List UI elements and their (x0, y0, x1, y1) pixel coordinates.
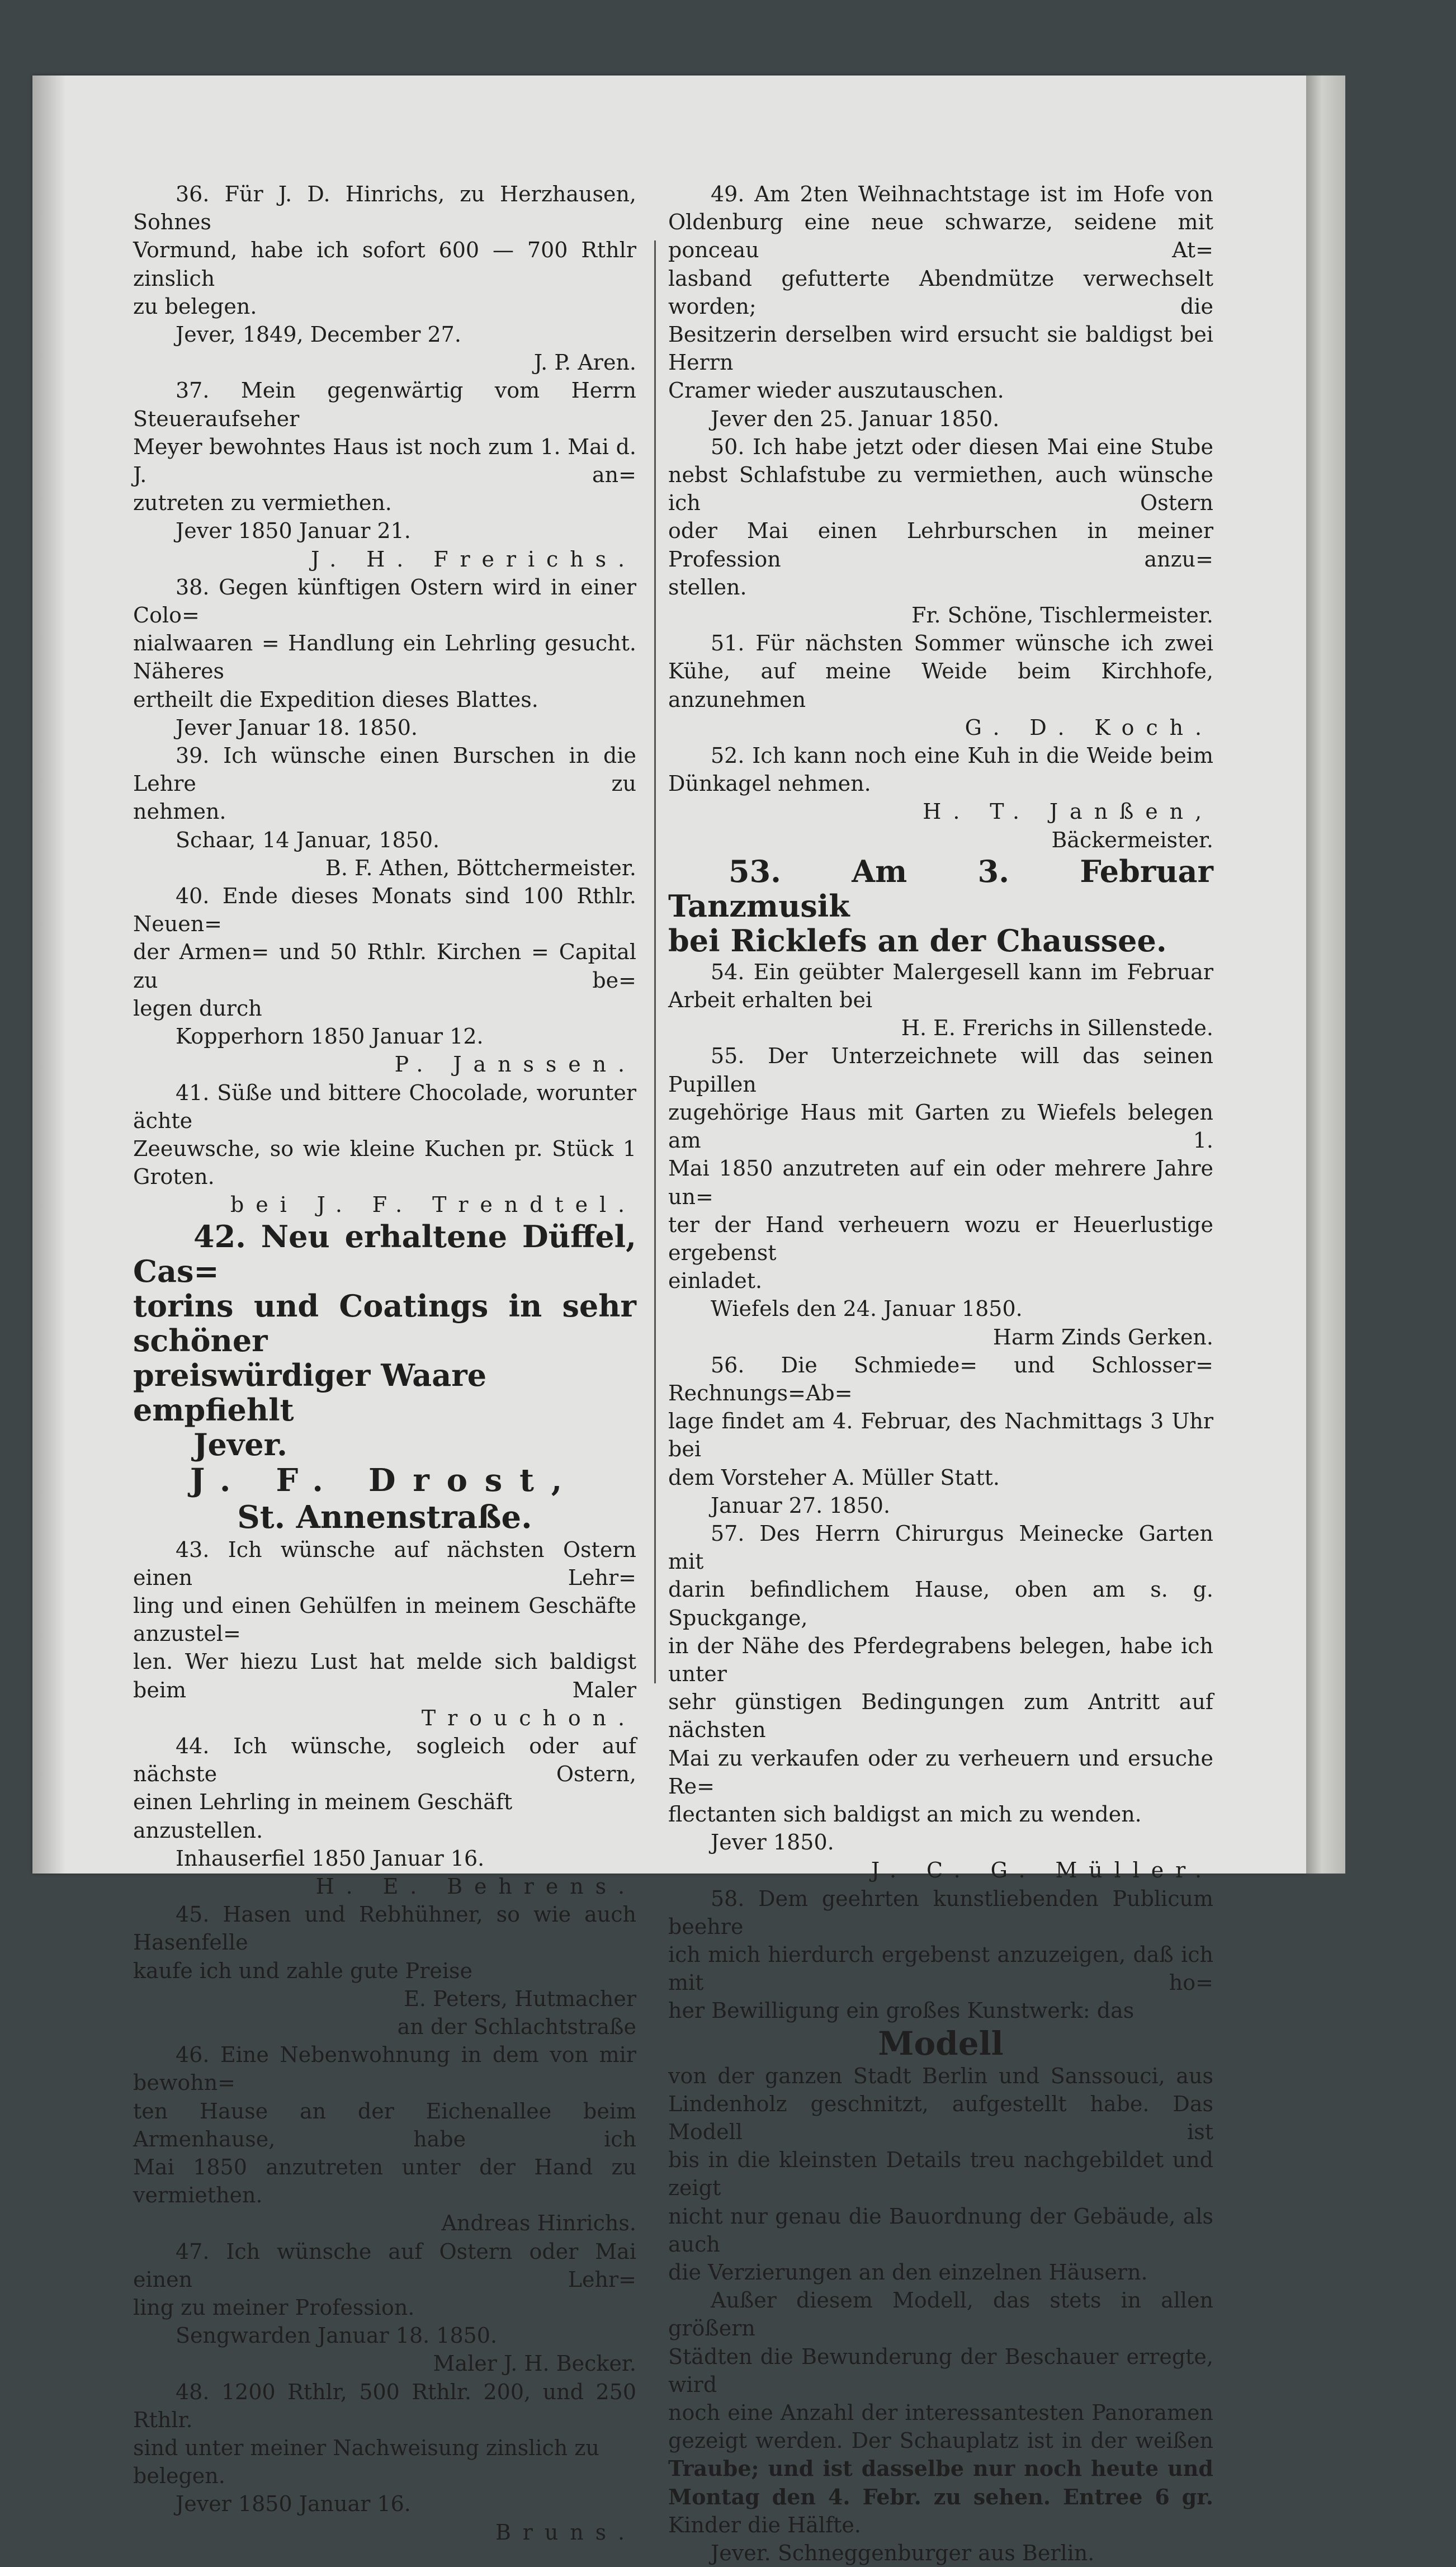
text-line: sind unter meiner Nachweisung zinslich zu belegen. (133, 2436, 599, 2489)
text-line: Jever 1850 Januar 21. (176, 518, 411, 544)
text-line: 43. Ich wünsche auf nächsten Ostern einen Lehr= (133, 1537, 636, 1590)
text-line: kaufe ich und zahle gute Preise (133, 1958, 472, 1983)
text-line: ling und einen Gehülfen in meinem Geschäfte anzustel= (133, 1593, 636, 1646)
text-line: noch eine Anzahl der interessantesten Panoramen (668, 2400, 1213, 2426)
text-line: Jever 1850. (711, 1830, 834, 1855)
text-line: 46. Eine Nebenwohnung in dem von mir bewohn= (133, 2042, 636, 2096)
text-line: die Verzierungen an den einzelnen Häusern. (668, 2260, 1148, 2285)
text-line: Mai 1850 anzutreten auf ein oder mehrere Jahre un= (668, 1156, 1213, 1209)
text-line: Montag den 4. Febr. zu sehen. Entree 6 gr. (668, 2484, 1213, 2509)
text-line: 51. Für nächsten Sommer wünsche ich zwei (711, 631, 1213, 656)
text-line: Jever Januar 18. 1850. (176, 715, 418, 740)
text-line: 48. 1200 Rthlr, 500 Rthlr. 200, und 250 Rthlr. (133, 2379, 636, 2432)
text-line: P. Janssen. (394, 1052, 636, 1077)
text-line: 38. Gegen künftigen Ostern wird in einer Colo= (133, 574, 636, 628)
text-line: 40. Ende dieses Monats sind 100 Rthlr. Neuen= (133, 884, 636, 937)
text-line: bei J. F. Trendtel. (230, 1192, 636, 1218)
text-line: 56. Die Schmiede= und Schlosser= Rechnungs=Ab= (668, 1352, 1213, 1405)
text-line: J. P. Aren. (533, 350, 636, 375)
text-line: stellen. (668, 574, 747, 600)
text-line: 57. Des Herrn Chirurgus Meinecke Garten mit (668, 1521, 1213, 1574)
text-line: 54. Ein geübter Malergesell kann im Februar (711, 959, 1213, 984)
text-line: 45. Hasen und Rebhühner, so wie auch Hasenfelle (133, 1902, 636, 1955)
text-line: Lindenholz geschnitzt, aufgestellt habe. Das Modell ist (668, 2091, 1213, 2144)
text-line: lage findet am 4. Februar, des Nachmittags 3 Uhr bei (668, 1409, 1213, 1462)
text-line: Jever. (193, 1426, 287, 1462)
text-line: ter der Hand verheuern wozu er Heuerlustige ergebenst (668, 1212, 1213, 1265)
text-line: Arbeit erhalten bei (668, 988, 873, 1013)
text-line: nebst Schlafstube zu vermiethen, auch wünsche ich Ostern (668, 463, 1213, 516)
text-line: Trouchon. (421, 1705, 636, 1730)
text-line: Andreas Hinrichs. (441, 2211, 636, 2236)
text-line: in der Nähe des Pferdegrabens belegen, habe ich unter (668, 1633, 1213, 1686)
text-line: Dünkagel nehmen. (668, 771, 871, 796)
text-line: lasband gefutterte Abendmütze verwechselt worden; die (668, 266, 1213, 319)
text-line: Mai 1850 anzutreten unter der Hand zu vermiethen. (133, 2154, 636, 2208)
text-line: legen durch (133, 995, 262, 1021)
text-line: Jever den 25. Januar 1850. (711, 406, 1000, 431)
text-line: St. Annenstraße. (237, 1498, 532, 1536)
text-line: Inhauserfiel 1850 Januar 16. (176, 1846, 485, 1871)
text-line: Cramer wieder auszutauschen. (668, 378, 1004, 403)
text-line: H. E. Frerichs in Sillenstede. (901, 1016, 1213, 1041)
left-column (133, 180, 636, 2546)
text-line: len. Wer hiezu Lust hat melde sich baldigst beim Maler (133, 1649, 636, 1702)
text-line: ling zu meiner Profession. (133, 2295, 415, 2320)
text-line: dem Vorsteher A. Müller Statt. (668, 1465, 1000, 1490)
text-line: Kinder die Hälfte. (668, 2512, 861, 2537)
text-line: darin befindlichem Hause, oben am s. g. Spuckgange, (668, 1577, 1213, 1630)
text-line: J. H. Frerichs. (311, 546, 636, 572)
text-line: G. D. Koch. (965, 715, 1213, 740)
text-line: Jever. Schneggenburger aus Berlin. (711, 2541, 1095, 2566)
text-line: 41. Süße und bittere Chocolade, worunter ächte (133, 1080, 636, 1133)
text-line: Schaar, 14 Januar, 1850. (176, 827, 440, 852)
text-line: 58. Dem geehrten kunstliebenden Publicum beehre (668, 1886, 1213, 1939)
text-line: zugehörige Haus mit Garten zu Wiefels belegen am 1. (668, 1100, 1213, 1153)
text-line: Vormund, habe ich sofort 600 — 700 Rthlr zinslich (133, 238, 636, 291)
text-line: der Armen= und 50 Rthlr. Kirchen = Capital zu be= (133, 940, 636, 993)
text-line: 55. Der Unterzeichnete will das seinen Pupillen (668, 1044, 1213, 1097)
text-line: Januar 27. 1850. (711, 1493, 891, 1518)
text-line: Traube; und ist dasselbe nur noch heute und (668, 2456, 1213, 2481)
column-divider (654, 240, 656, 1683)
text-line: Besitzerin derselben wird ersucht sie baldigst bei Herrn (668, 322, 1213, 375)
text-line: Zeeuwsche, so wie kleine Kuchen pr. Stück 1 Groten. (133, 1136, 636, 1190)
text-line: torins und Coatings in sehr schöner (133, 1287, 636, 1358)
text-line: bei Ricklefs an der Chaussee. (668, 922, 1167, 959)
text-line: Außer diesem Modell, das stets in allen größern (668, 2288, 1213, 2341)
text-line: Städten die Bewunderung der Beschauer erregte, wird (668, 2344, 1213, 2397)
text-line: 36. Für J. D. Hinrichs, zu Herzhausen, Sohnes (133, 182, 636, 235)
text-line: H. E. Behrens. (315, 1874, 636, 1899)
text-line: J. C. G. Müller. (871, 1858, 1213, 1883)
text-line: bis in die kleinsten Details treu nachgebildet und zeigt (668, 2148, 1213, 2201)
text-line: Bruns. (495, 2519, 636, 2545)
text-line: einen Lehrling in meinem Geschäft anzustellen. (133, 1790, 513, 1843)
text-line: Modell (878, 2024, 1004, 2063)
text-line: 42. Neu erhaltene Düffel, Cas= (133, 1218, 636, 1289)
text-line: 53. Am 3. Februar Tanzmusik (668, 853, 1213, 924)
text-line: zu belegen. (133, 294, 257, 319)
text-line: sehr günstigen Bedingungen zum Antritt auf nächsten (668, 1690, 1213, 1743)
text-line: an der Schlachtstraße (397, 2014, 636, 2039)
text-line: Oldenburg eine neue schwarze, seidene mit ponceau At= (668, 210, 1213, 263)
text-line: ten Hause an der Eichenallee beim Armenhause, habe ich (133, 2098, 636, 2151)
text-line: her Bewilligung ein großes Kunstwerk: das (668, 1998, 1134, 2023)
text-line: flectanten sich baldigst an mich zu wenden. (668, 1801, 1142, 1827)
text-line: 52. Ich kann noch eine Kuh in die Weide beim (711, 743, 1213, 768)
text-line: einladet. (668, 1268, 763, 1294)
text-line: Kühe, auf meine Weide beim Kirchhofe, anzunehmen (668, 659, 1213, 712)
text-line: Bäckermeister. (1051, 827, 1213, 852)
text-line: J. F. Drost, (190, 1461, 580, 1499)
page-gutter-shadow (32, 76, 66, 1874)
text-line: preiswürdiger Waare empfiehlt (133, 1357, 487, 1428)
text-line: nicht nur genau die Bauordnung der Gebäude, als auch (668, 2203, 1213, 2257)
text-line: Maler J. H. Becker. (433, 2351, 636, 2376)
text-line: Meyer bewohntes Haus ist noch zum 1. Mai d. J. an= (133, 434, 636, 488)
text-line: nehmen. (133, 799, 226, 824)
text-line: von der ganzen Stadt Berlin und Sanssouci, aus (668, 2063, 1213, 2088)
text-line: 49. Am 2ten Weihnachtstage ist im Hofe von (711, 182, 1213, 206)
text-line: H. T. Janßen, (923, 799, 1213, 824)
text-line: zutreten zu vermiethen. (133, 490, 392, 516)
text-line: E. Peters, Hutmacher (404, 1986, 636, 2011)
text-line: Harm Zinds Gerken. (992, 1324, 1213, 1349)
text-line: 39. Ich wünsche einen Burschen in die Lehre zu (133, 743, 636, 796)
text-line: B. F. Athen, Böttchermeister. (325, 855, 636, 880)
text-line: nialwaaren = Handlung ein Lehrling gesucht. Näheres (133, 631, 636, 684)
text-line: 44. Ich wünsche, sogleich oder auf nächste Ostern, (133, 1733, 636, 1787)
right-column (668, 180, 1213, 2567)
text-line: Kopperhorn 1850 Januar 12. (176, 1024, 484, 1049)
text-line: 50. Ich habe jetzt oder diesen Mai eine Stube (711, 434, 1213, 459)
text-line: 37. Mein gegenwärtig vom Herrn Steueraufseher (133, 378, 636, 431)
text-line: Sengwarden Januar 18. 1850. (176, 2323, 498, 2348)
text-line: Jever 1850 Januar 16. (176, 2492, 411, 2517)
text-line: ertheilt die Expedition dieses Blattes. (133, 687, 538, 712)
text-line: Fr. Schöne, Tischlermeister. (911, 603, 1213, 628)
text-line: gezeigt werden. Der Schauplatz ist in der weißen (668, 2428, 1213, 2453)
text-line: 47. Ich wünsche auf Ostern oder Mai einen Lehr= (133, 2239, 636, 2292)
text-line: Wiefels den 24. Januar 1850. (711, 1296, 1023, 1322)
text-line: Jever, 1849, December 27. (176, 322, 461, 347)
text-line: oder Mai einen Lehrburschen in meiner Profession anzu= (668, 518, 1213, 572)
text-line: Mai zu verkaufen oder zu verheuern und ersuche Re= (668, 1745, 1213, 1799)
text-line: ich mich hierdurch ergebenst anzuzeigen, daß ich mit ho= (668, 1942, 1213, 1995)
book-edge (1306, 76, 1345, 1874)
